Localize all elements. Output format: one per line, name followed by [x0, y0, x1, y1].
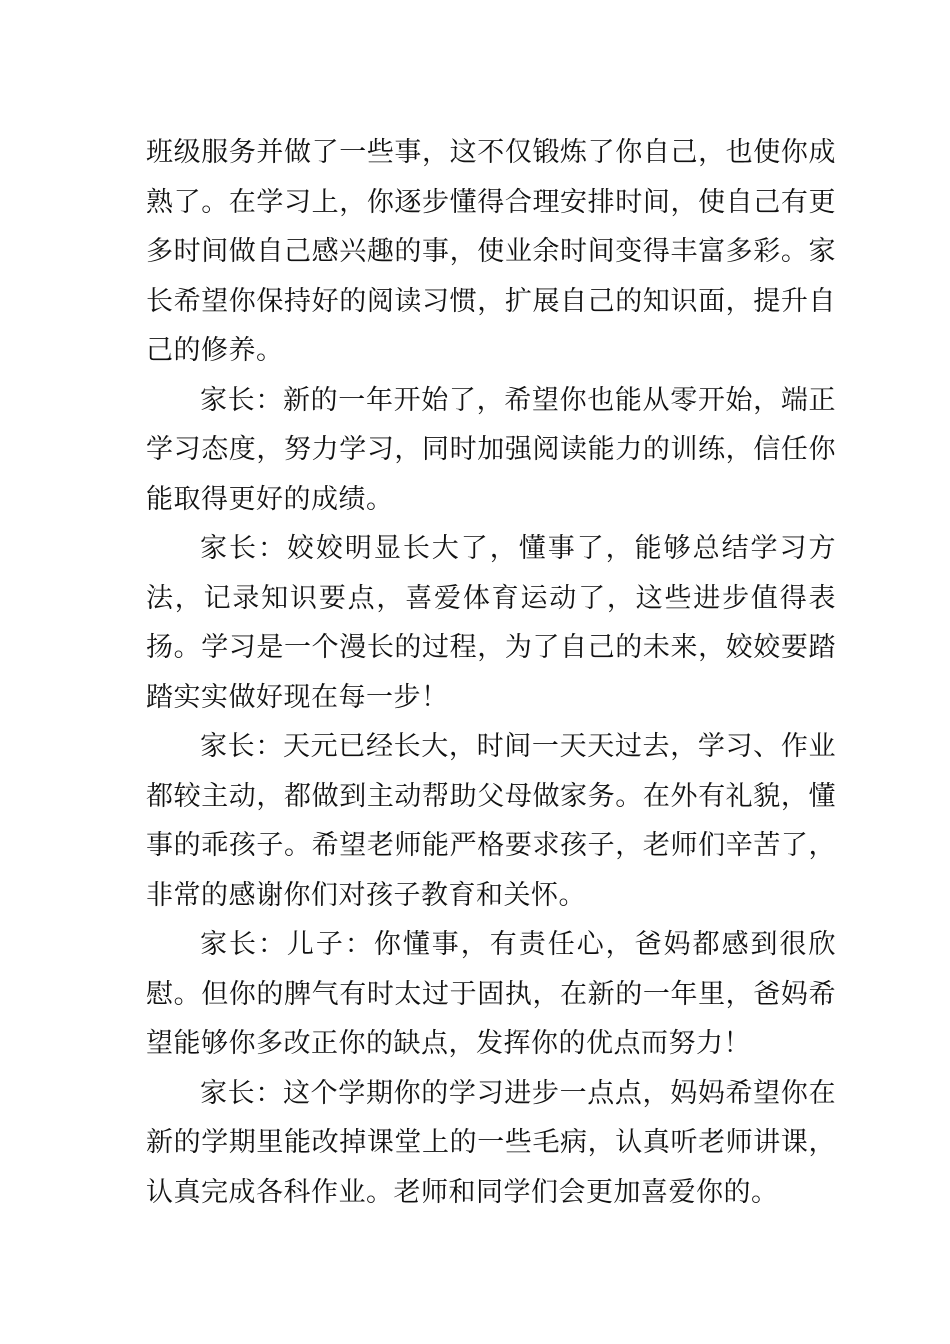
paragraph-3: 家长：姣姣明显长大了，懂事了，能够总结学习方法，记录知识要点，喜爱体育运动了，这些进步值得表扬。学习是一个漫长的过程，为了自己的未来，姣姣要踏踏实实做好现在每一步！ — [146, 533, 836, 713]
paragraph-6: 家长：这个学期你的学习进步一点点，妈妈希望你在新的学期里能改掉课堂上的一些毛病，认真听老师讲课，认真完成各科作业。老师和同学们会更加喜爱你的。 — [146, 1077, 836, 1208]
paragraph-1: 班级服务并做了一些事，这不仅锻炼了你自己，也使你成熟了。在学习上，你逐步懂得合理安排时间，使自己有更多时间做自己感兴趣的事，使业余时间变得丰富多彩。家长希望你保持好的阅读习惯，扩展自己的知识面，提升自己的修养。 — [146, 137, 836, 366]
paragraph-2: 家长：新的一年开始了，希望你也能从零开始，端正学习态度，努力学习，同时加强阅读能力的训练，信任你能取得更好的成绩。 — [146, 384, 836, 515]
paragraph-5: 家长：儿子：你懂事，有责任心，爸妈都感到很欣慰。但你的脾气有时太过于固执，在新的一年里，爸妈希望能够你多改正你的缺点，发挥你的优点而努力！ — [146, 929, 836, 1059]
document-body — [146, 128, 836, 1217]
paragraph-4: 家长：天元已经长大，时间一天天过去，学习、作业都较主动，都做到主动帮助父母做家务。在外有礼貌，懂事的乖孩子。希望老师能严格要求孩子，老师们辛苦了，非常的感谢你们对孩子教育和关怀。 — [146, 731, 836, 911]
